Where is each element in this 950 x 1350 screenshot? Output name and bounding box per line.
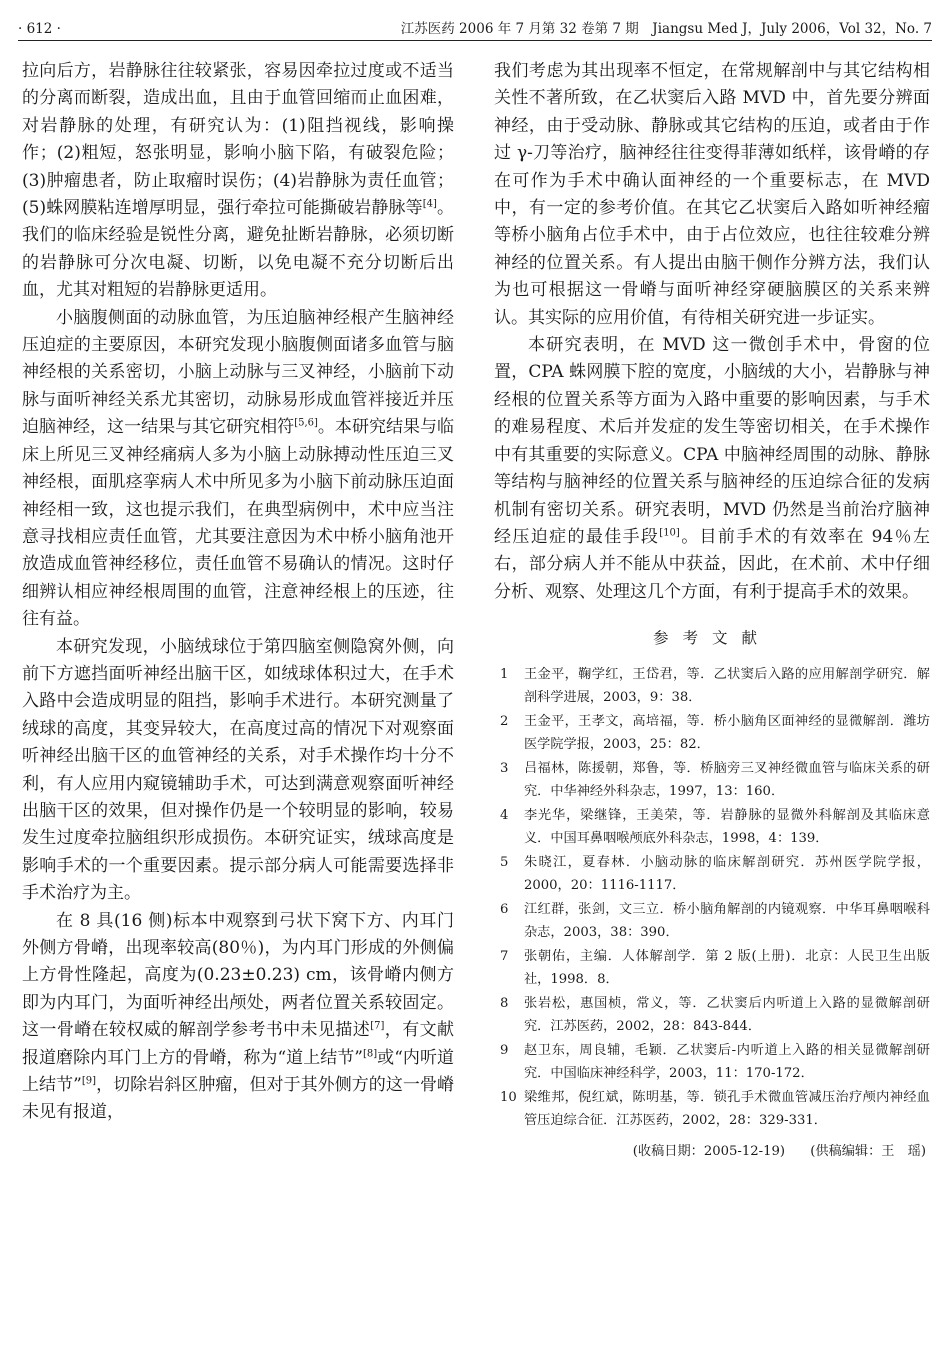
- reference-number: 5: [500, 855, 509, 871]
- reference-item: [494, 899, 930, 944]
- citation-ref: [8]: [362, 1047, 378, 1059]
- paragraph: [494, 58, 930, 332]
- reference-list: [494, 664, 930, 1132]
- reference-item: [494, 1040, 930, 1085]
- citation-ref: [5,6]: [294, 417, 318, 429]
- reference-text: 李光华，梁继锋，王美荣，等．岩静脉的显微外科解剖及其临床意义．中国耳鼻咽喉颅底外科杂志，1998，4：139．: [524, 808, 930, 846]
- reference-text: 张岩松，惠国桢，常义，等．乙状窦后内听道上入路的显微解剖研究．江苏医药，2002，28：843-844．: [524, 996, 930, 1034]
- paragraph-text: 本研究表明，在 MVD 这一微创手术中，骨窗的位置，CPA 蛛网膜下腔的宽度，小脑绒的大小，岩静脉与神经根的位置关系等方面为入路中重要的影响因素，与手术的难易程度、术后并发症的发生等密切相关，在手术操作中有其重要的实际意义。CPA 中脑神经周围的动脉、静脉等结构与脑神经的位置关系与脑神经的压迫综合征的发病机制有密切关系。研究表明，MVD 仍然是当前治疗脑神经压迫症的最佳手段: [494, 335, 930, 547]
- reference-item: [494, 664, 930, 709]
- citation-ref: [4]: [422, 198, 437, 210]
- journal-info: 江苏医药 2006 年 7 月第 32 卷第 7 期 Jiangsu Med J，July 2006，Vol 32，No. 7: [400, 21, 932, 37]
- reference-number: 6: [500, 902, 509, 918]
- received-date-line: [494, 1140, 930, 1159]
- reference-item: [494, 1087, 930, 1132]
- paragraph-text: 或“内听道上结节”: [22, 1047, 454, 1096]
- page-number: · 612 ·: [18, 21, 61, 37]
- references-title: 参考文献: [652, 629, 771, 648]
- paragraph-text: ，切除岩斜区肿瘤，但对于其外侧方的这一骨嵴未见有报道，: [22, 1075, 454, 1123]
- reference-item: [494, 852, 930, 897]
- reference-number: 3: [500, 761, 509, 777]
- reference-number: 1: [500, 667, 509, 683]
- paragraph-text: ，有文献报道磨除内耳门上方的骨嵴，称为“道上结节”: [22, 1020, 455, 1068]
- citation-ref: [10]: [659, 527, 680, 539]
- citation-ref: [9]: [81, 1075, 97, 1087]
- reference-number: 8: [500, 996, 509, 1012]
- paragraph: [494, 332, 930, 606]
- paragraph-text: 本研究发现，小脑绒球位于第四脑室侧隐窝外侧，向前下方遮挡面听神经出脑干区，如绒球体积过大，在手术入路中会造成明显的阻挡，影响手术进行。本研究测量了绒球的高度，其变异较大，在高度过高的情况下对观察面听神经出脑干区的血管神经的关系，对手术操作均十分不利，有人应用内窥镜辅助手术，可达到满意观察面听神经出脑干区的效果，但对操作仍是一个较明显的影响，较易发生过度牵拉脑组织形成损伤。本研究证实，绒球高度是影响手术的一个重要因素。提示部分病人可能需要选择非手术治疗为主。: [22, 636, 454, 904]
- reference-number: 7: [500, 949, 509, 965]
- paragraph-text: 拉向后方，岩静脉往往较紧张，容易因牵拉过度或不适当的分离而断裂，造成出血，且由于血管回缩而止血困难，对岩静脉的处理，有研究认为：(1)阻挡视线，影响操作；(2)粗短，怒张明显，影响小脑下陷，有破裂危险；(3)肿瘤患者，防止取瘤时误伤；(4)岩静脉为责任血管；(5)蛛网膜粘连增厚明显，强行牵拉可能撕破岩静脉等: [22, 61, 454, 219]
- reference-item: [494, 993, 930, 1038]
- running-header: [18, 18, 932, 41]
- paragraph-text: 我们考虑为其出现率不恒定，在常规解剖中与其它结构相关性不著所致，在乙状窦后入路 MVD 中，首先要分辨面神经，由于受动脉、静脉或其它结构的压迫，或者由于作过 γ-刀等治疗，脑神经往往变得菲薄如纸样，该骨嵴的存在可作为手术中确认面神经的一个重要标志，在 MVD 中，有一定的参考价值。在其它乙状窦后入路如听神经瘤等桥小脑角占位手术中，由于占位效应，也往往较难分辨神经的位置关系。有人提出由脑干侧作分辨方法，我们认为也可根据这一骨嵴与面听神经穿硬脑膜区的关系来辨认。其实际的应用价值，有待相关研究进一步证实。: [494, 61, 930, 328]
- paragraph: [22, 58, 454, 305]
- reference-number: 10: [500, 1090, 517, 1106]
- reference-number: 2: [500, 714, 509, 730]
- reference-text: 王金平，鞠学红，王岱君，等．乙状窦后入路的应用解剖学研究．解剖科学进展，2003，9：38．: [524, 667, 930, 705]
- reference-text: 张朝佑，主编．人体解剖学．第 2 版(上册)．北京：人民卫生出版社，1998．8．: [524, 949, 930, 987]
- reference-text: 朱晓江，夏春林．小脑动脉的临床解剖研究．苏州医学院学报，2000，20：1116-1117．: [524, 855, 930, 893]
- paragraph-text: 。本研究结果与临床上所见三叉神经痛病人多为小脑上动脉搏动性压迫三叉神经根，面肌痉挛病人术中所见多为小脑下前动脉压迫面神经相一致，这也提示我们，在典型病例中，术中应当注意寻找相应责任血管，尤其要注意因为术中桥小脑角池开放造成血管神经移位，责任血管不易确认的情况。这时仔细辨认相应神经根周围的血管，注意神经根上的压迹，往往有益。: [22, 417, 454, 630]
- paragraph: [22, 908, 454, 1127]
- reference-number: 4: [500, 808, 509, 824]
- paragraph-text: 小脑腹侧面的动脉血管，为压迫脑神经根产生脑神经压迫症的主要原因，本研究发现小脑腹侧面诸多血管与脑神经根的关系密切，小脑上动脉与三叉神经，小脑前下动脉与面听神经关系尤其密切，动脉易形成血管袢接近并压迫脑神经，这一结果与其它研究相符: [22, 307, 454, 438]
- paragraph: [22, 305, 454, 634]
- left-column: [22, 58, 454, 1127]
- paragraph-text: 在 8 具(16 侧)标本中观察到弓状下窝下方、内耳门外侧方骨嵴，出现率较高(80％)，为内耳门形成的外侧偏上方骨性隆起，高度为(0.23±0.23) cm，该骨嵴内侧方即为内耳门，为面听神经出颅处，两者位置关系较固定。这一骨嵴在较权威的解剖学参考书中未见描述: [22, 910, 454, 1041]
- reference-item: [494, 758, 930, 803]
- reference-text: 江红群，张剑，文三立．桥小脑角解剖的内镜观察．中华耳鼻咽喉科杂志，2003，38：390．: [524, 902, 930, 940]
- reference-item: [494, 805, 930, 850]
- reference-text: 梁维邦，倪红斌，陈明基，等．锁孔手术微血管减压治疗颅内神经血管压迫综合征．江苏医药，2002，28：329-331．: [524, 1090, 930, 1128]
- editor-credit: (供稿编辑：王 瑶): [810, 1144, 926, 1160]
- paragraph-text: 。目前手术的有效率在 94％左右，部分病人并不能从中获益，因此，在术前、术中仔细分析、观察、处理这几个方面，有利于提高手术的效果。: [494, 526, 930, 602]
- received-date: (收稿日期：2005-12-19): [632, 1144, 786, 1160]
- reference-number: 9: [500, 1043, 509, 1059]
- right-column: [494, 58, 930, 1159]
- reference-item: [494, 711, 930, 756]
- citation-ref: [7]: [370, 1020, 385, 1032]
- reference-text: 赵卫东，周良辅，毛颖．乙状窦后-内听道上入路的相关显微解剖研究．中国临床神经科学，2003，11：170-172．: [524, 1043, 930, 1081]
- reference-item: [494, 946, 930, 991]
- reference-text: 王金平，王孝文，高培福，等．桥小脑角区面神经的显微解剖．潍坊医学院学报，2003，25：82．: [524, 714, 930, 752]
- paragraph-text: 。我们的临床经验是锐性分离，避免扯断岩静脉，必须切断的岩静脉可分次电凝、切断，以免电凝不充分切断后出血，尤其对粗短的岩静脉更适用。: [22, 198, 454, 301]
- paragraph: [22, 634, 454, 908]
- reference-text: 吕福林，陈援朝，郑鲁，等．桥脑旁三叉神经微血管与临床关系的研究．中华神经外科杂志，1997，13：160．: [524, 761, 930, 799]
